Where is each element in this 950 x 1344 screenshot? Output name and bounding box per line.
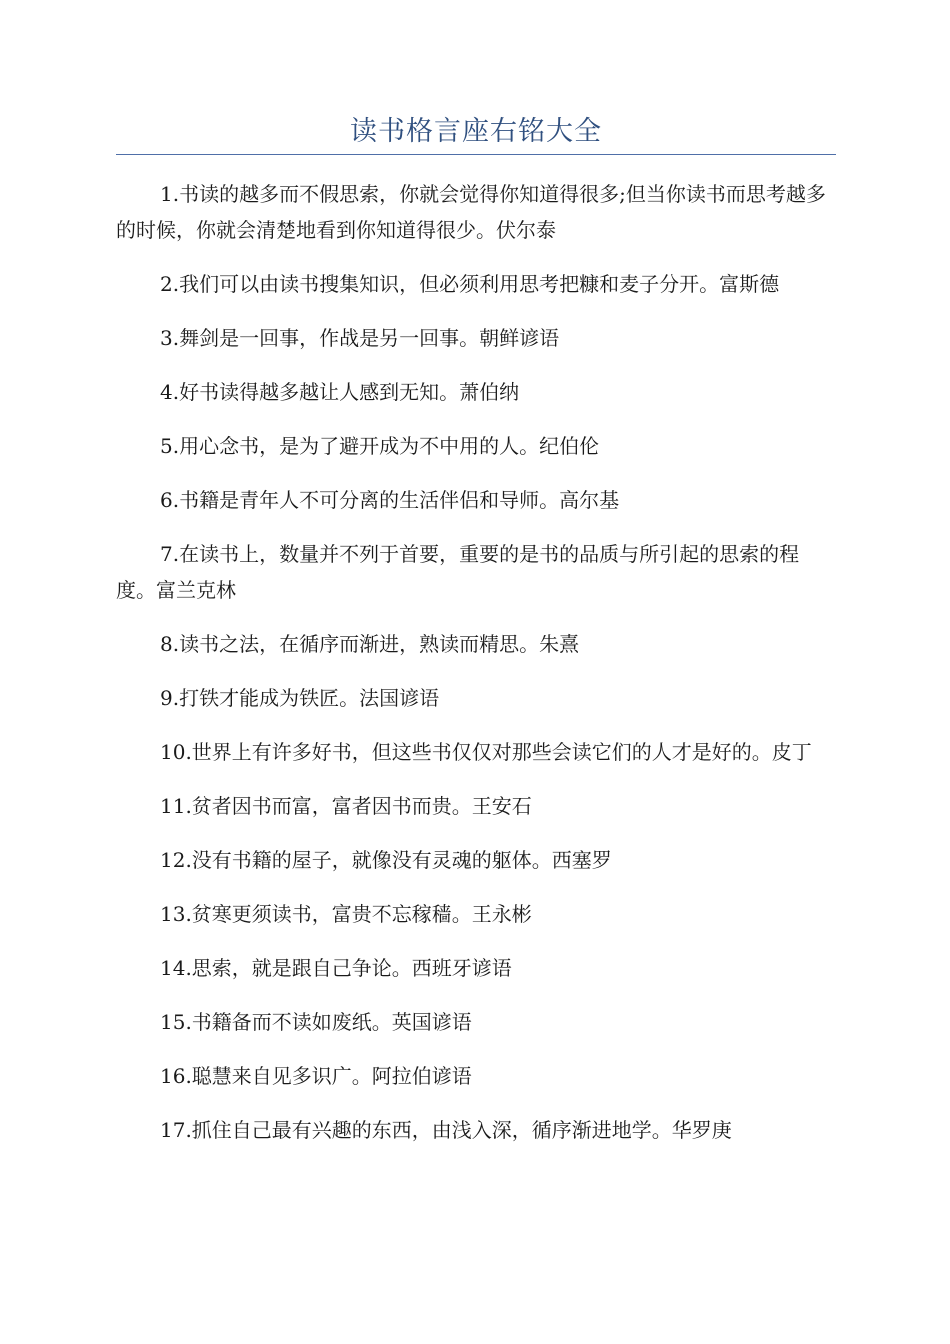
quote-paragraph: 1.书读的越多而不假思索，你就会觉得你知道得很多;但当你读书而思考越多的时候，你就会清楚地看到你知道得很少。伏尔泰 [116, 182, 826, 242]
quote-paragraph: 4.好书读得越多越让人感到无知。萧伯纳 [160, 380, 520, 404]
quote-paragraph: 3.舞剑是一回事，作战是另一回事。朝鲜谚语 [160, 326, 560, 350]
quote-paragraph: 2.我们可以由读书搜集知识，但必须利用思考把糠和麦子分开。富斯德 [160, 272, 780, 296]
quote-paragraph: 10.世界上有许多好书，但这些书仅仅对那些会读它们的人才是好的。皮丁 [160, 740, 812, 764]
quote-paragraph: 9.打铁才能成为铁匠。法国谚语 [160, 686, 440, 710]
quote-paragraph: 11.贫者因书而富，富者因书而贵。王安石 [160, 794, 532, 818]
quote-paragraph: 5.用心念书，是为了避开成为不中用的人。纪伯伦 [160, 434, 600, 458]
quote-paragraph: 12.没有书籍的屋子，就像没有灵魂的躯体。西塞罗 [160, 848, 612, 872]
document-title: 读书格言座右铭大全 [350, 116, 602, 147]
quote-paragraph: 15.书籍备而不读如废纸。英国谚语 [160, 1010, 472, 1034]
title-underline [116, 154, 836, 155]
quote-paragraph: 8.读书之法，在循序而渐进，熟读而精思。朱熹 [160, 632, 580, 656]
quote-paragraph: 17.抓住自己最有兴趣的东西，由浅入深，循序渐进地学。华罗庚 [160, 1118, 732, 1142]
quote-paragraph: 14.思索，就是跟自己争论。西班牙谚语 [160, 956, 512, 980]
quote-paragraph: 7.在读书上，数量并不列于首要，重要的是书的品质与所引起的思索的程度。富兰克林 [116, 542, 800, 602]
document-body [116, 176, 836, 1166]
quote-paragraph: 13.贫寒更须读书，富贵不忘稼穑。王永彬 [160, 902, 532, 926]
quote-paragraph: 16.聪慧来自见多识广。阿拉伯谚语 [160, 1064, 472, 1088]
quote-paragraph: 6.书籍是青年人不可分离的生活伴侣和导师。高尔基 [160, 488, 620, 512]
